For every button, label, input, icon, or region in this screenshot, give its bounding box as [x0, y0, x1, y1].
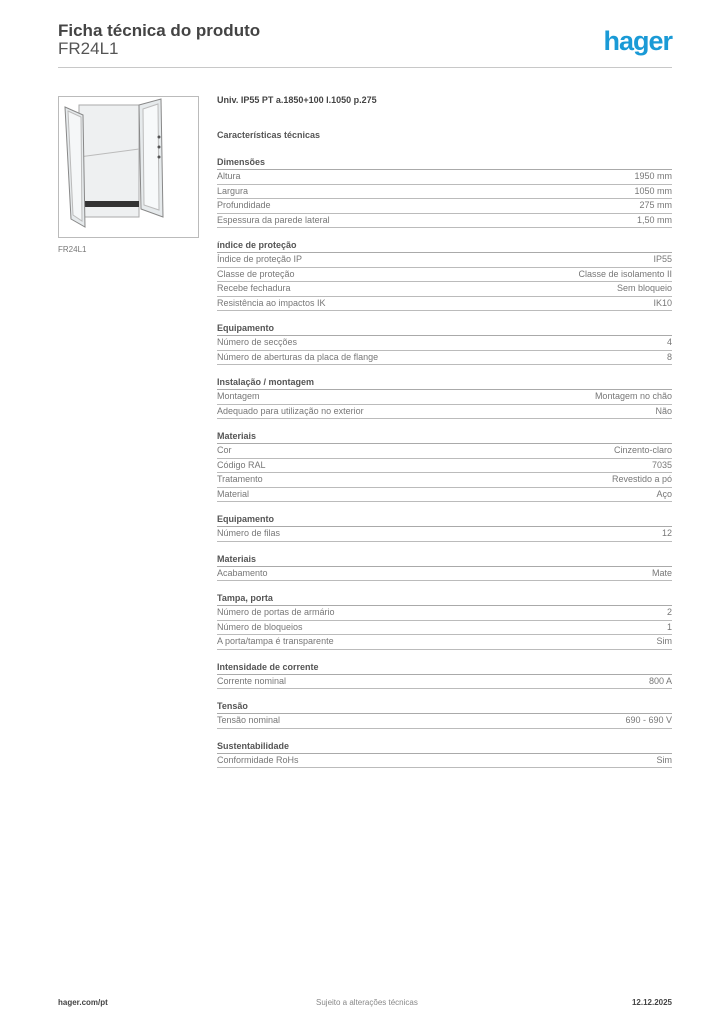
spec-label: Número de secções — [217, 337, 298, 347]
spec-row — [217, 336, 672, 351]
spec-value: 12 — [661, 528, 672, 538]
spec-value: Mate — [651, 567, 672, 578]
spec-row — [217, 606, 672, 621]
spec-value: 1 — [666, 621, 672, 632]
spec-row — [217, 488, 672, 503]
spec-label: Conformidade RoHs — [217, 754, 299, 765]
spec-value: IP55 — [653, 254, 672, 264]
spec-value: 1050 mm — [634, 185, 672, 196]
spec-row — [217, 635, 672, 650]
image-caption: FR24L1 — [58, 245, 87, 254]
spec-row — [217, 444, 672, 459]
spec-label: Corrente nominal — [217, 675, 287, 686]
spec-label: Número de filas — [217, 528, 281, 538]
spec-value: Cinzento-claro — [613, 445, 672, 455]
spec-value: IK10 — [653, 297, 672, 308]
spec-section — [217, 513, 672, 542]
spec-row — [217, 675, 672, 690]
spec-label: Material — [217, 488, 250, 499]
spec-value: 690 - 690 V — [625, 715, 672, 725]
spec-content — [217, 95, 672, 768]
product-name: Univ. IP55 PT a.1850+100 l.1050 p.275 — [217, 95, 377, 105]
spec-label: Tratamento — [217, 474, 263, 484]
spec-label: Índice de proteção IP — [217, 254, 303, 264]
spec-section — [217, 553, 672, 582]
spec-row — [217, 714, 672, 729]
section-title: Materiais — [217, 430, 672, 444]
spec-label: Classe de proteção — [217, 268, 295, 279]
tech-characteristics-title: Características técnicas — [217, 130, 321, 140]
spec-row — [217, 621, 672, 636]
spec-value: 7035 — [651, 459, 672, 470]
spec-label: Montagem — [217, 391, 260, 401]
section-title: Equipamento — [217, 513, 672, 527]
spec-value: Montagem no chão — [594, 391, 672, 401]
spec-row — [217, 459, 672, 474]
spec-section — [217, 740, 672, 769]
footer-date: 12.12.2025 — [631, 998, 672, 1007]
spec-section — [217, 430, 672, 502]
spec-section — [217, 239, 672, 311]
spec-section — [217, 592, 672, 650]
spec-label: Espessura da parede lateral — [217, 214, 330, 225]
header-divider — [58, 67, 672, 68]
cabinet-illustration — [59, 97, 198, 237]
spec-value: Não — [655, 405, 672, 416]
spec-row — [217, 199, 672, 214]
section-title: Tensão — [217, 700, 672, 714]
spec-value: Sim — [656, 636, 672, 646]
spec-row — [217, 567, 672, 582]
section-title: índice de proteção — [217, 239, 672, 253]
spec-row — [217, 351, 672, 366]
spec-label: Acabamento — [217, 567, 268, 578]
spec-section — [217, 661, 672, 690]
section-title: Dimensões — [217, 156, 672, 170]
section-title: Sustentabilidade — [217, 740, 672, 754]
spec-label: Altura — [217, 171, 241, 181]
section-title: Intensidade de corrente — [217, 661, 672, 675]
spec-value: 275 mm — [639, 200, 672, 210]
spec-value: 800 A — [648, 675, 672, 686]
spec-section — [217, 376, 672, 419]
spec-row — [217, 473, 672, 488]
spec-value: 1,50 mm — [636, 214, 672, 225]
spec-row — [217, 754, 672, 769]
spec-label: Recebe fechadura — [217, 283, 291, 293]
spec-value: Aço — [656, 488, 672, 499]
product-image — [58, 96, 199, 238]
spec-value: Classe de isolamento II — [578, 268, 672, 279]
spec-section — [217, 322, 672, 365]
spec-section — [217, 700, 672, 729]
spec-label: Tensão nominal — [217, 715, 281, 725]
spec-label: Número de aberturas da placa de flange — [217, 351, 379, 362]
product-code: FR24L1 — [58, 39, 119, 58]
hager-logo: hager — [603, 26, 672, 56]
spec-label: A porta/tampa é transparente — [217, 636, 334, 646]
spec-row — [217, 214, 672, 229]
page-title: Ficha técnica do produto — [58, 21, 261, 40]
spec-label: Adequado para utilização no exterior — [217, 405, 364, 416]
spec-value: Sim — [656, 754, 672, 765]
section-title: Instalação / montagem — [217, 376, 672, 390]
spec-label: Número de bloqueios — [217, 621, 303, 632]
spec-row — [217, 390, 672, 405]
footer-note: Sujeito a alterações técnicas — [316, 998, 418, 1007]
spec-row — [217, 185, 672, 200]
spec-row — [217, 527, 672, 542]
section-title: Materiais — [217, 553, 672, 567]
spec-row — [217, 268, 672, 283]
spec-label: Cor — [217, 445, 232, 455]
section-title: Equipamento — [217, 322, 672, 336]
spec-value: Sem bloqueio — [616, 283, 672, 293]
spec-sections — [217, 156, 672, 768]
spec-row — [217, 253, 672, 268]
footer-website[interactable]: hager.com/pt — [58, 998, 108, 1007]
spec-label: Profundidade — [217, 200, 271, 210]
spec-value: Revestido a pó — [611, 474, 672, 484]
spec-value: 8 — [666, 351, 672, 362]
spec-value: 4 — [666, 337, 672, 347]
spec-label: Número de portas de armário — [217, 607, 335, 617]
spec-value: 2 — [666, 607, 672, 617]
spec-label: Resistência ao impactos IK — [217, 297, 326, 308]
spec-section — [217, 156, 672, 228]
spec-row — [217, 170, 672, 185]
section-title: Tampa, porta — [217, 592, 672, 606]
spec-row — [217, 282, 672, 297]
spec-label: Código RAL — [217, 459, 266, 470]
spec-row — [217, 405, 672, 420]
spec-label: Largura — [217, 185, 249, 196]
spec-row — [217, 297, 672, 312]
spec-value: 1950 mm — [634, 171, 672, 181]
